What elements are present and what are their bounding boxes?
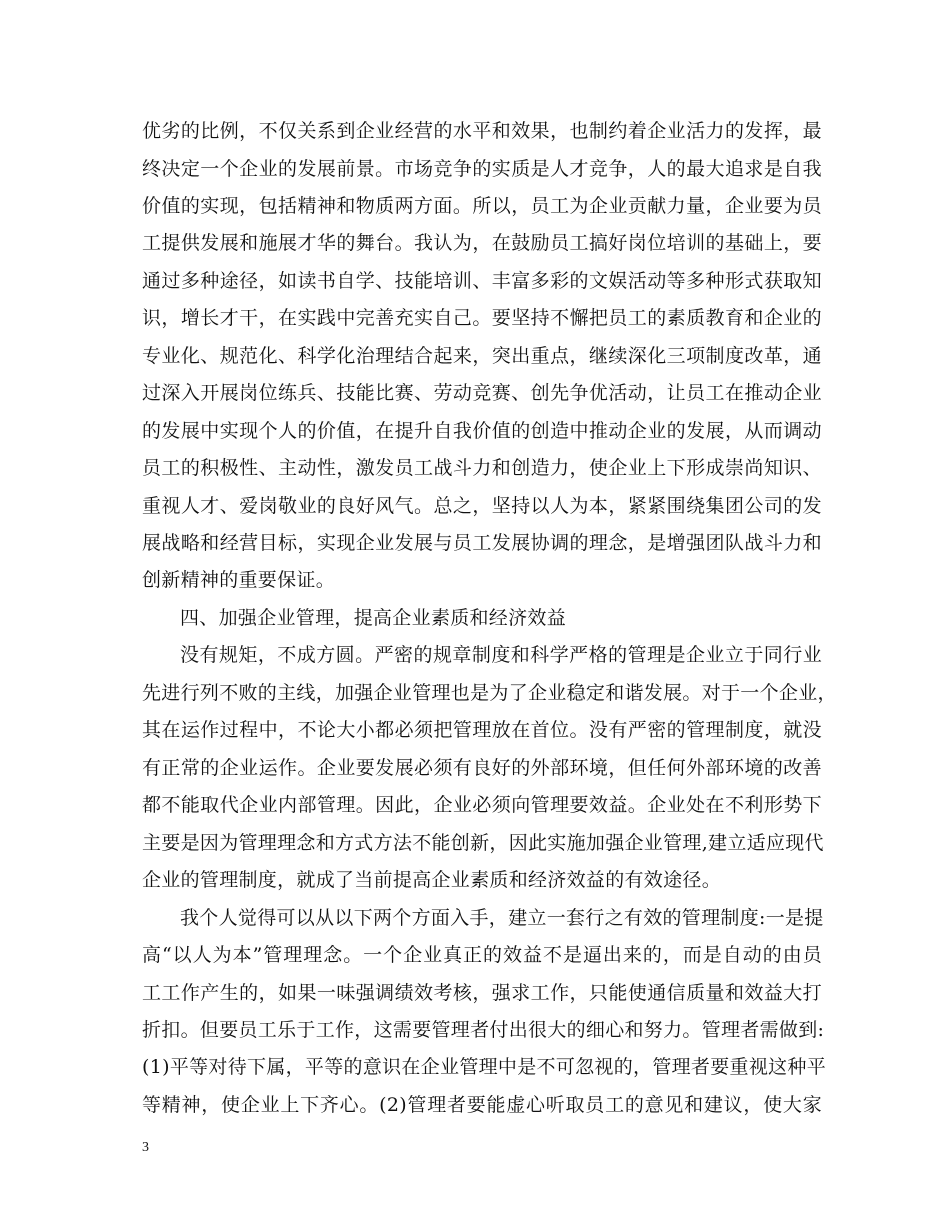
- section-heading: 四、加强企业管理，提高企业素质和经济效益: [180, 607, 567, 629]
- paragraph-line: 工提供发展和施展才华的舞台。我认为，在鼓励员工搞好岗位培训的基础上，要: [142, 232, 822, 254]
- paragraph-line: 有正常的企业运作。企业要发展必须有良好的外部环境，但任何外部环境的改善: [142, 757, 822, 779]
- paragraph-line: 创新精神的重要保证。: [142, 569, 336, 591]
- paragraph-line: 重视人才、爱岗敬业的良好风气。总之，坚持以人为本，紧紧围绕集团公司的发: [142, 495, 822, 517]
- paragraph-line: 过深入开展岗位练兵、技能比赛、劳动竞赛、创先争优活动，让员工在推动企业: [142, 382, 822, 404]
- paragraph-line: 等精神，使企业上下齐心。(2)管理者要能虚心听取员工的意见和建议，使大家: [142, 1094, 822, 1116]
- paragraph-line: 终决定一个企业的发展前景。市场竞争的实质是人才竞争，人的最大追求是自我: [142, 158, 822, 180]
- paragraph-line: 都不能取代企业内部管理。因此，企业必须向管理要效益。企业处在不利形势下: [142, 794, 822, 816]
- paragraph-line: 价值的实现，包括精神和物质两方面。所以，员工为企业贡献力量，企业要为员: [142, 195, 822, 217]
- paragraph-line: 其在运作过程中，不论大小都必须把管理放在首位。没有严密的管理制度，就没: [142, 719, 822, 741]
- paragraph-line: 高“以人为本”管理理念。一个企业真正的效益不是逼出来的，而是自动的由员: [142, 944, 822, 966]
- paragraph-line: 员工的积极性、主动性，激发员工战斗力和创造力，使企业上下形成崇尚知识、: [142, 457, 822, 479]
- page-number: 3: [142, 1140, 149, 1155]
- paragraph-line: 主要是因为管理理念和方式方法不能创新，因此实施加强企业管理,建立适应现代: [142, 832, 824, 854]
- paragraph-line: 企业的管理制度，就成了当前提高企业素质和经济效益的有效途径。: [142, 869, 722, 891]
- paragraph-line: (1)平等对待下属，平等的意识在企业管理中是不可忽视的，管理者要重视这种平: [142, 1056, 827, 1078]
- paragraph-line: 工工作产生的，如果一味强调绩效考核，强求工作，只能使通信质量和效益大打: [142, 982, 822, 1004]
- paragraph-line: 我个人觉得可以从以下两个方面入手，建立一套行之有效的管理制度:一是提: [180, 907, 824, 929]
- paragraph-line: 先进行列不败的主线，加强企业管理也是为了企业稳定和谐发展。对于一个企业，: [142, 682, 837, 704]
- paragraph-line: 没有规矩，不成方圆。严密的规章制度和科学严格的管理是企业立于同行业: [180, 644, 822, 666]
- paragraph-line: 专业化、规范化、科学化治理结合起来，突出重点，继续深化三项制度改革，通: [142, 345, 822, 367]
- paragraph-line: 识，增长才干，在实践中完善充实自己。要坚持不懈把员工的素质教育和企业的: [142, 307, 822, 329]
- paragraph-line: 折扣。但要员工乐于工作，这需要管理者付出很大的细心和努力。管理者需做到:: [142, 1019, 825, 1041]
- paragraph-line: 展战略和经营目标，实现企业发展与员工发展协调的理念，是增强团队战斗力和: [142, 532, 822, 554]
- paragraph-line: 的发展中实现个人的价值，在提升自我价值的创造中推动企业的发展，从而调动: [142, 420, 822, 442]
- paragraph-line: 优劣的比例，不仅关系到企业经营的水平和效果，也制约着企业活力的发挥，最: [142, 120, 822, 142]
- paragraph-line: 通过多种途径，如读书自学、技能培训、丰富多彩的文娱活动等多种形式获取知: [142, 270, 822, 292]
